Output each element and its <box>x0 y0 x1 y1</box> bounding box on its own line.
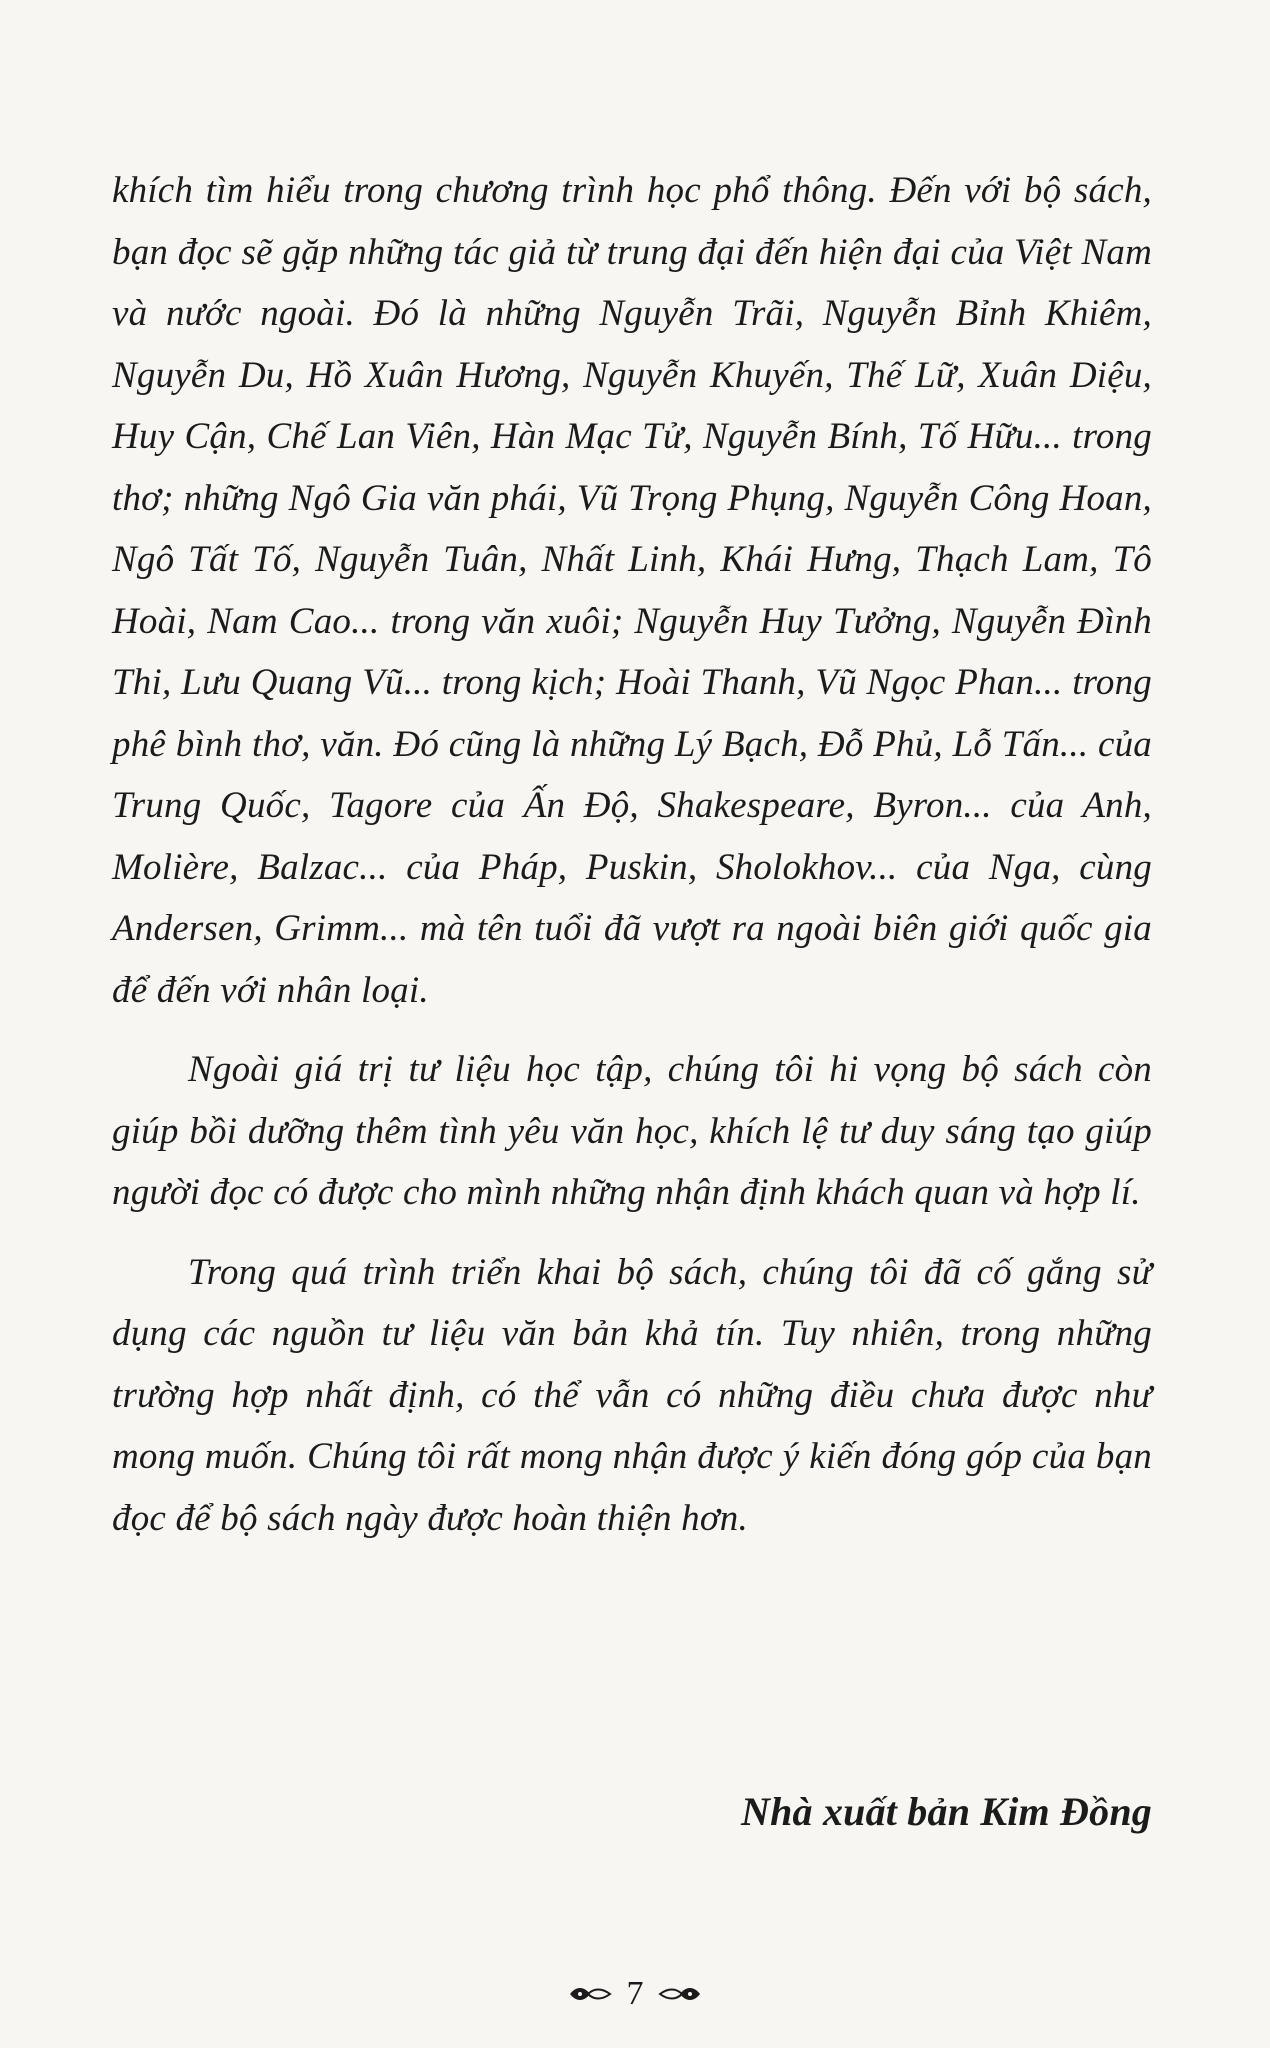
page-folio <box>0 1972 1270 2014</box>
paragraph-value: Ngoài giá trị tư liệu học tập, chúng tôi hi vọng bộ sách còn giúp bồi dưỡng thêm tình yêu văn học, khích lệ tư duy sáng tạo giúp người đọc có được cho mình những nhận định khách quan và hợp lí. <box>112 1049 1152 1213</box>
leaf-ornament-left-icon <box>568 1983 612 2005</box>
page-number: 7 <box>626 1975 644 2013</box>
publisher-signature: Nhà xuất bản Kim Đồng <box>741 1789 1152 1834</box>
leaf-ornament-right-icon <box>658 1983 702 2005</box>
paragraph-feedback: Trong quá trình triển khai bộ sách, chúng tôi đã cố gắng sử dụng các nguồn tư liệu văn bản khả tín. Tuy nhiên, trong những trường hợp nhất định, có thể vẫn có những điều chưa được như mong muốn. Chúng tôi rất mong nhận được ý kiến đóng góp của bạn đọc để bộ sách ngày được hoàn thiện hơn. <box>112 1251 1152 1539</box>
body-text <box>112 160 1152 1549</box>
paragraph-authors: khích tìm hiểu trong chương trình học phổ thông. Đến với bộ sách, bạn đọc sẽ gặp những tác giả từ trung đại đến hiện đại của Việt Nam và nước ngoài. Đó là những Nguyễn Trãi, Nguyễn Bỉnh Khiêm, Nguyễn Du, Hồ Xuân Hương, Nguyễn Khuyến, Thế Lữ, Xuân Diệu, Huy Cận, Chế Lan Viên, Hàn Mạc Tử, Nguyễn Bính, Tố Hữu... trong thơ; những Ngô Gia văn phái, Vũ Trọng Phụng, Nguyễn Công Hoan, Ngô Tất Tố, Nguyễn Tuân, Nhất Linh, Khái Hưng, Thạch Lam, Tô Hoài, Nam Cao... trong văn xuôi; Nguyễn Huy Tưởng, Nguyễn Đình Thi, Lưu Quang Vũ... trong kịch; Hoài Thanh, Vũ Ngọc Phan... trong phê bình thơ, văn. Đó cũng là những Lý Bạch, Đỗ Phủ, Lỗ Tấn... của Trung Quốc, Tagore của Ấn Độ, Shakespeare, Byron... của Anh, Molière, Balzac... của Pháp, Puskin, Sholokhov... của Nga, cùng Andersen, Grimm... mà tên tuổi đã vượt ra ngoài biên giới quốc gia để đến với nhân loại. <box>112 170 1152 1011</box>
